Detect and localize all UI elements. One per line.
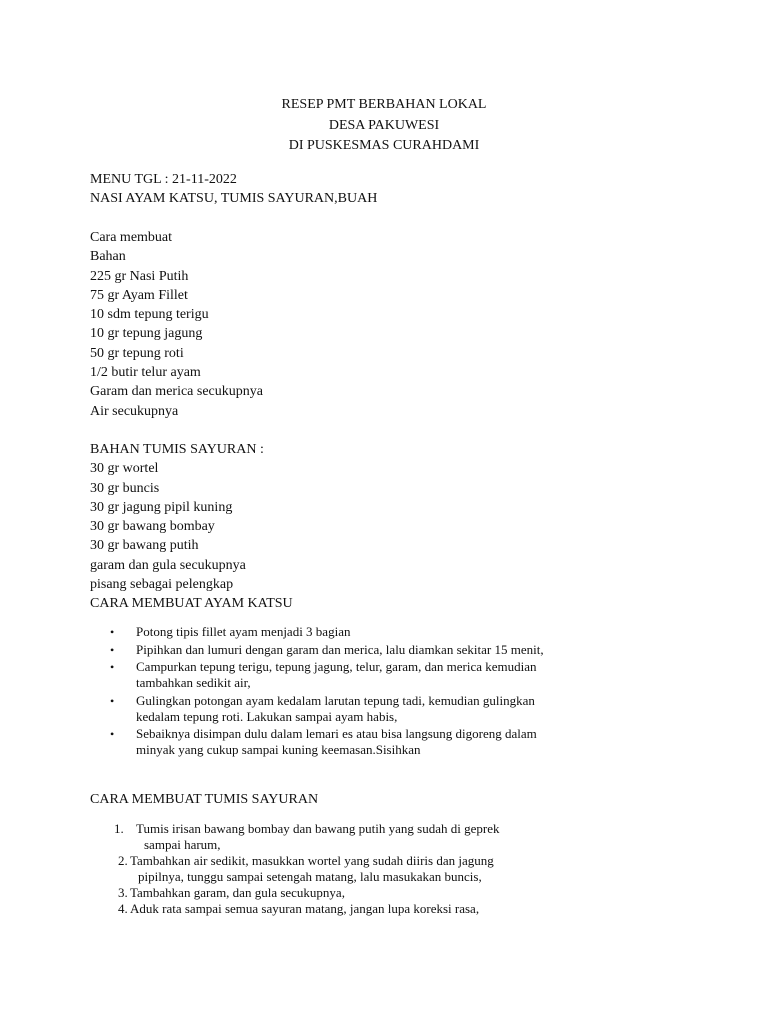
step-text: Gulingkan potongan ayam kedalam larutan tepung tadi, kemudian gulingkan [136, 692, 535, 708]
step-number: 1. [114, 821, 124, 836]
step-text-continued: pipilnya, tunggu sampai setengah matang, lalu masukakan buncis, [138, 869, 482, 884]
ingredient-item: 50 gr tepung roti [90, 345, 184, 361]
ingredient-item: 30 gr buncis [90, 480, 160, 496]
ingredient-item: garam dan gula secukupnya [90, 557, 246, 573]
tumis-steps-heading: CARA MEMBUAT TUMIS SAYURAN [90, 792, 319, 807]
ingredient-item: Garam dan merica secukupnya [90, 384, 263, 400]
katsu-steps-heading: CARA MEMBUAT AYAM KATSU [90, 596, 293, 612]
step-text: Aduk rata sampai semua sayuran matang, jangan lupa koreksi rasa, [130, 901, 480, 916]
list-item [110, 624, 544, 640]
header-puskesmas: DI PUSKESMAS CURAHDAMI [288, 138, 480, 153]
ingredient-item: Air secukupnya [90, 403, 179, 419]
ingredient-item: 1/2 butir telur ayam [90, 365, 201, 381]
ingredient-item: 30 gr bawang bombay [90, 519, 215, 535]
tumis-steps-list [110, 821, 499, 917]
bullet-icon: • [110, 625, 115, 639]
step-text-continued: kedalam tepung roti. Lakukan sampai ayam habis, [136, 708, 398, 724]
list-item [110, 821, 499, 853]
list-item [110, 885, 499, 901]
ingredient-item: 75 gr Ayam Fillet [90, 287, 188, 303]
step-text: Pipihkan dan lumuri dengan garam dan merica, lalu diamkan sekitar 15 menit, [136, 641, 544, 657]
ingredient-item: 225 gr Nasi Putih [90, 268, 189, 284]
ingredients-subheading: Bahan [90, 249, 126, 265]
list-item [110, 726, 544, 758]
katsu-ingredients [90, 228, 263, 421]
list-item [110, 901, 499, 917]
bullet-icon: • [110, 727, 115, 741]
step-number: 3. [118, 885, 128, 900]
step-text-continued: tambahkan sedikit air, [136, 675, 251, 690]
step-text: Sebaiknya disimpan dulu dalam lemari es atau bisa langsung digoreng dalam [136, 726, 537, 741]
ingredient-item: 10 sdm tepung terigu [90, 307, 209, 323]
bullet-icon: • [110, 660, 115, 674]
list-item [110, 693, 544, 725]
bullet-icon: • [110, 693, 115, 708]
ingredient-item: 30 gr bawang putih [90, 538, 199, 554]
step-text: Campurkan tepung terigu, tepung jagung, telur, garam, dan merica kemudian [136, 659, 537, 674]
document-header [0, 95, 768, 157]
list-item [110, 659, 544, 691]
step-number: 4. [118, 901, 128, 916]
bullet-icon: • [110, 642, 115, 657]
menu-info [90, 170, 377, 209]
step-text: Potong tipis fillet ayam menjadi 3 bagian [136, 624, 351, 639]
tumis-ingredients-heading: BAHAN TUMIS SAYURAN : [90, 442, 264, 457]
step-text: Tambahkan air sedikit, masukkan wortel yang sudah diiris dan jagung [130, 853, 494, 868]
ingredient-item: 30 gr jagung pipil kuning [90, 499, 233, 515]
ingredients-heading: Cara membuat [90, 230, 173, 245]
tumis-ingredients [90, 440, 293, 614]
list-item [110, 853, 499, 885]
header-village: DESA PAKUWESI [328, 117, 440, 133]
menu-date: MENU TGL : 21-11-2022 [90, 172, 237, 187]
ingredient-item: pisang sebagai pelengkap [90, 577, 234, 593]
step-text-continued: sampai harum, [144, 837, 221, 852]
list-item [110, 642, 544, 658]
ingredient-item: 10 gr tepung jagung [90, 326, 203, 342]
menu-dishes: NASI AYAM KATSU, TUMIS SAYURAN,BUAH [90, 191, 378, 207]
step-text: Tumis irisan bawang bombay dan bawang putih yang sudah di geprek [136, 821, 500, 836]
step-number: 2. [118, 853, 128, 868]
step-text-continued: minyak yang cukup sampai kuning keemasan.Sisihkan [136, 742, 421, 757]
step-text: Tambahkan garam, dan gula secukupnya, [130, 885, 345, 900]
katsu-steps-list [110, 624, 544, 760]
ingredient-item: 30 gr wortel [90, 461, 159, 477]
header-title: RESEP PMT BERBAHAN LOKAL [281, 97, 487, 112]
